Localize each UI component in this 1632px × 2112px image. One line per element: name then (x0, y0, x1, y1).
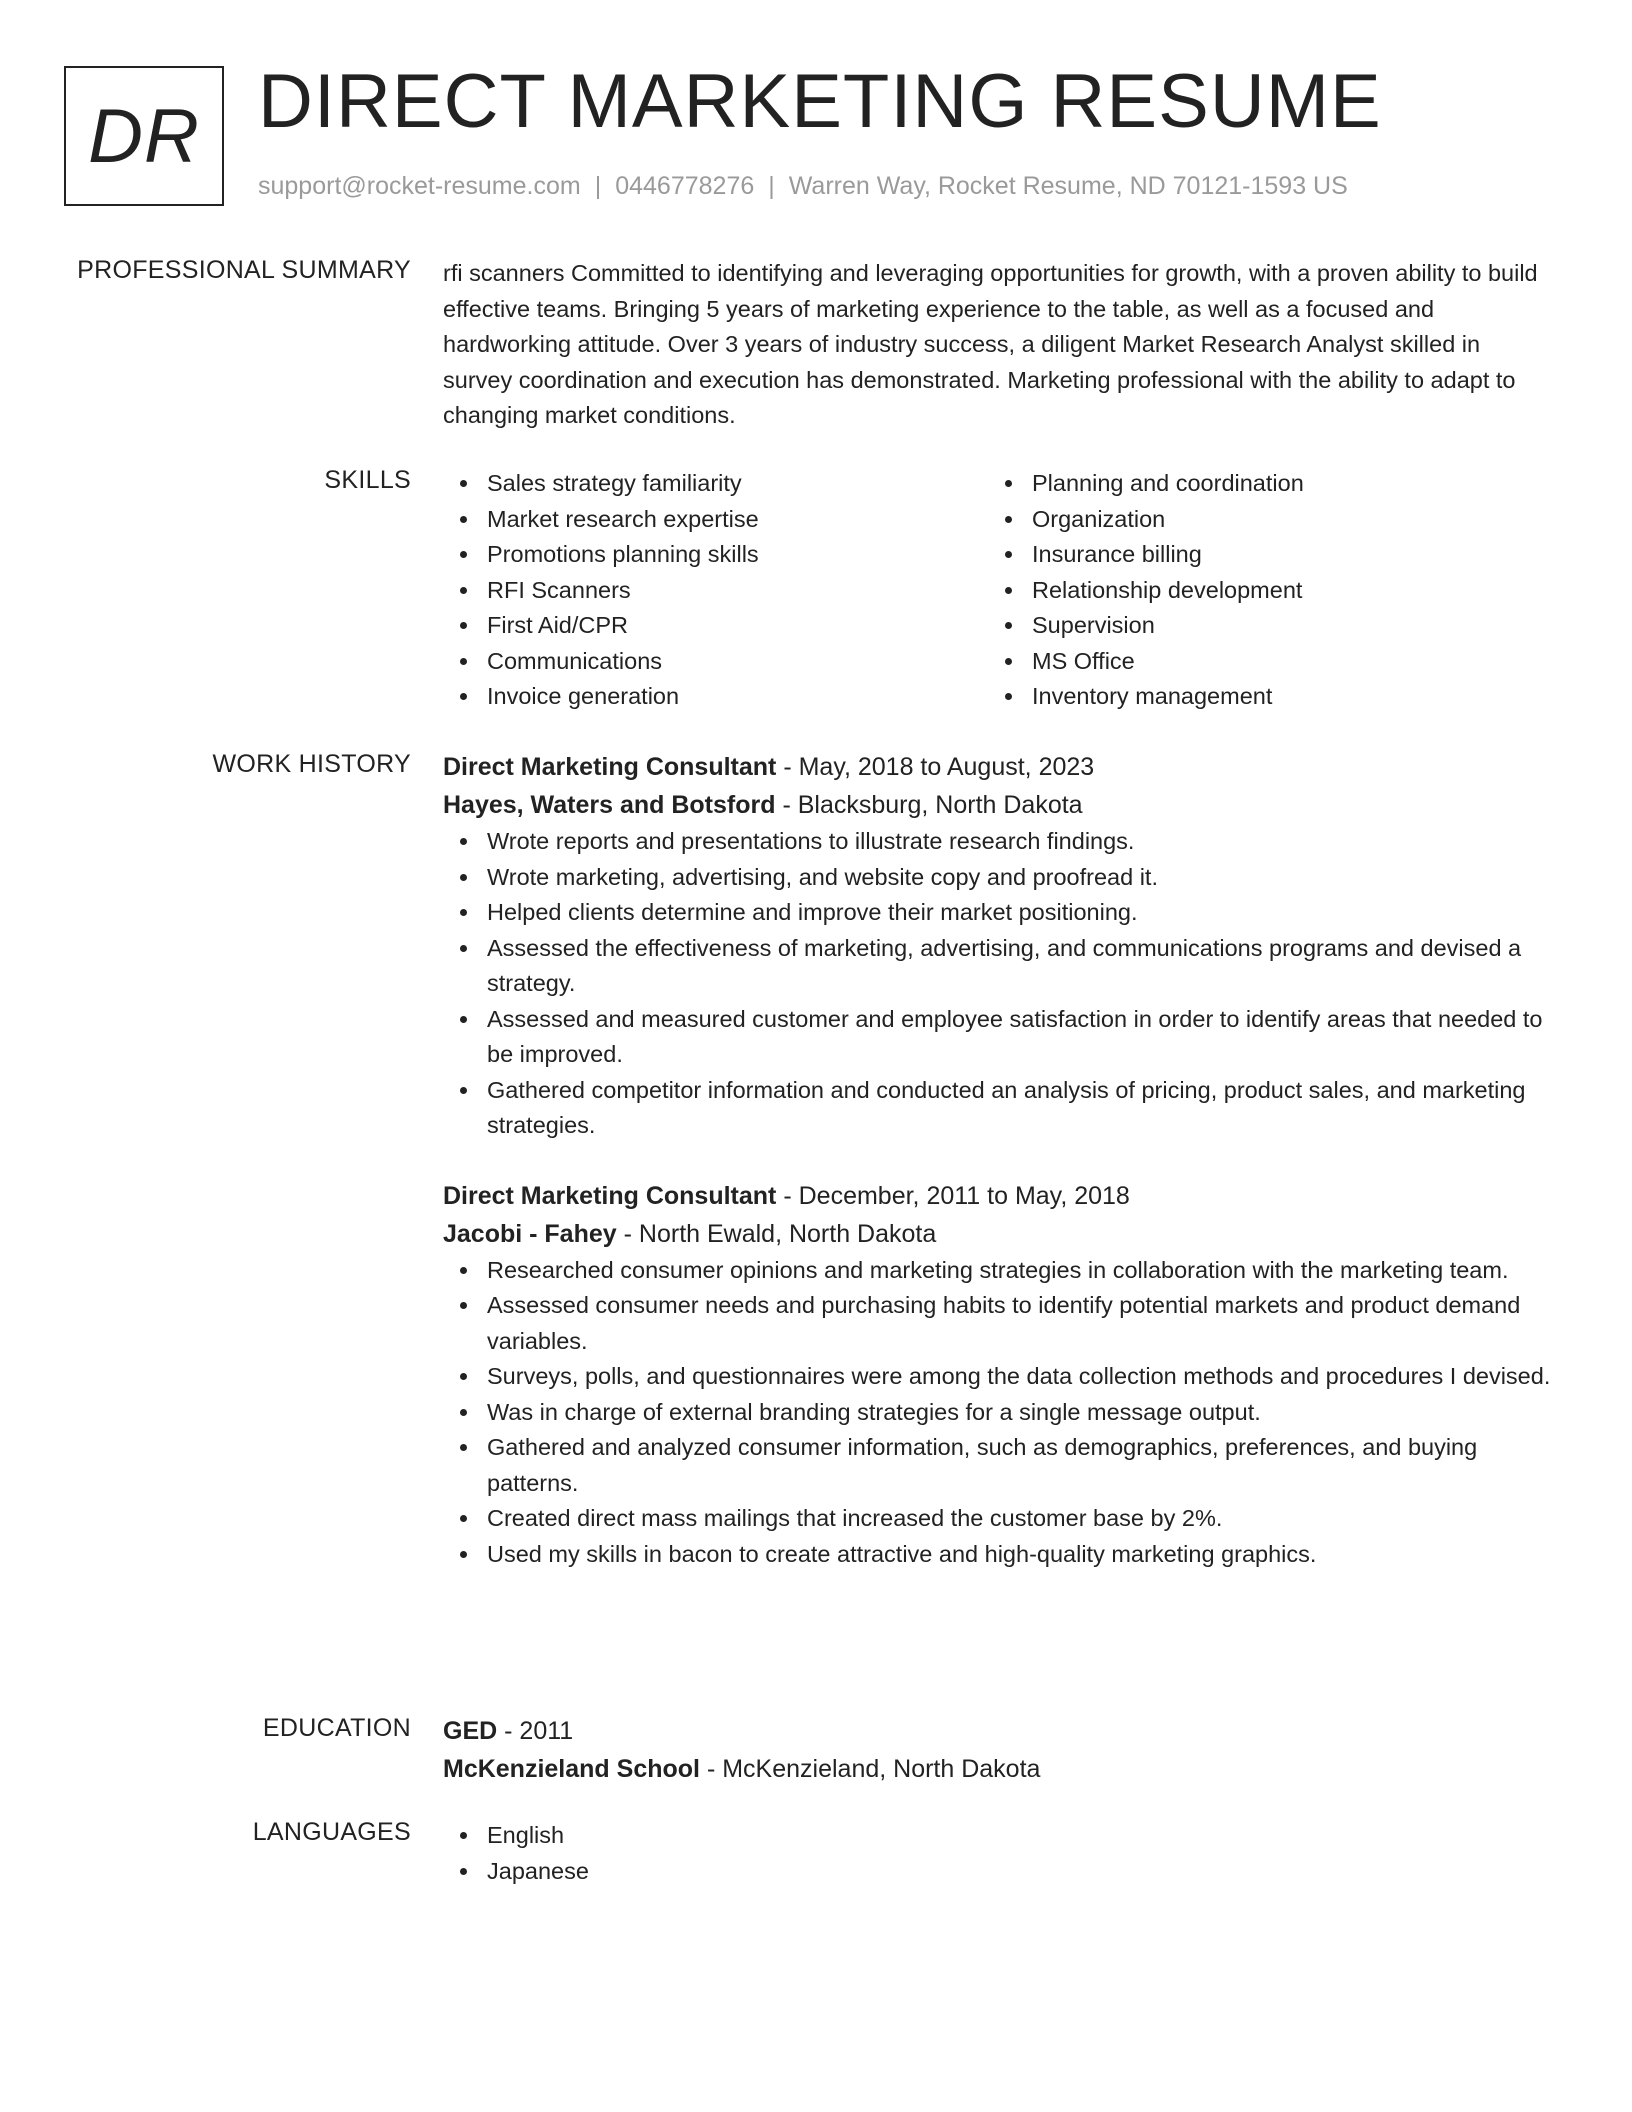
job-duties-list (443, 1253, 1555, 1573)
education-school: McKenzieland School (443, 1755, 700, 1783)
skills-body (443, 466, 1555, 715)
skills-column-right (988, 466, 1533, 715)
dash: - (706, 1755, 716, 1783)
job-company-line (443, 1215, 1555, 1253)
dash: - (623, 1219, 632, 1248)
education-school-line (443, 1750, 1555, 1788)
section-label-summary: PROFESSIONAL SUMMARY (77, 256, 411, 284)
skill-item: Communications (443, 644, 988, 680)
job-duty-item: Wrote marketing, advertising, and website copy and proofread it. (443, 860, 1555, 896)
contact-line (258, 172, 1348, 201)
dash: - (782, 791, 791, 819)
skill-item: Planning and coordination (988, 466, 1533, 502)
contact-separator: | (594, 172, 602, 200)
languages-list (443, 1818, 1555, 1889)
education-location: McKenzieland, North Dakota (722, 1755, 1041, 1783)
education-body (443, 1712, 1555, 1788)
skill-item: Supervision (988, 608, 1533, 644)
job-duty-item: Helped clients determine and improve their market positioning. (443, 895, 1555, 931)
skill-item: Relationship development (988, 573, 1533, 609)
job-duties-list (443, 824, 1555, 1144)
job-duty-item: Assessed and measured customer and employee satisfaction in order to identify areas that needed to be improved. (443, 1002, 1555, 1073)
monogram-badge: DR (64, 66, 224, 206)
dash: - (783, 753, 792, 781)
skill-item: First Aid/CPR (443, 608, 988, 644)
job-company: Hayes, Waters and Botsford (443, 791, 776, 819)
skill-item: Market research expertise (443, 502, 988, 538)
job-title: Direct Marketing Consultant (443, 1181, 777, 1210)
skill-item: Organization (988, 502, 1533, 538)
job-duty-item: Surveys, polls, and questionnaires were among the data collection methods and procedures I devised. (443, 1359, 1555, 1395)
skill-item: RFI Scanners (443, 573, 988, 609)
job-location: North Ewald, North Dakota (638, 1219, 937, 1248)
education-degree-line (443, 1712, 1555, 1750)
job-title-line (443, 748, 1555, 786)
job-duty-item: Used my skills in bacon to create attractive and high-quality marketing graphics. (443, 1537, 1555, 1573)
job-dates: December, 2011 to May, 2018 (798, 1181, 1130, 1210)
job-duty-item: Wrote reports and presentations to illustrate research findings. (443, 824, 1555, 860)
job-duty-item: Researched consumer opinions and marketing strategies in collaboration with the marketing team. (443, 1253, 1555, 1289)
job-entry (443, 1177, 1555, 1573)
education-year: 2011 (519, 1717, 574, 1745)
skill-item: Insurance billing (988, 537, 1533, 573)
section-label-work: WORK HISTORY (212, 750, 411, 778)
section-label-languages: LANGUAGES (252, 1818, 411, 1846)
summary-body (443, 256, 1555, 434)
skill-item: Promotions planning skills (443, 537, 988, 573)
job-title: Direct Marketing Consultant (443, 753, 777, 781)
skill-item: MS Office (988, 644, 1533, 680)
job-duty-item: Assessed the effectiveness of marketing, advertising, and communications programs and devised a strategy. (443, 931, 1555, 1002)
job-duty-item: Created direct mass mailings that increased the customer base by 2%. (443, 1501, 1555, 1537)
skills-grid (443, 466, 1555, 715)
language-item: Japanese (443, 1854, 1555, 1890)
skill-item: Sales strategy familiarity (443, 466, 988, 502)
skill-item: Inventory management (988, 679, 1533, 715)
dash: - (504, 1717, 513, 1745)
contact-address: Warren Way, Rocket Resume, ND 70121-1593 US (788, 172, 1348, 200)
section-label-skills: SKILLS (324, 466, 411, 494)
contact-phone[interactable]: 0446778276 (615, 172, 755, 200)
languages-body (443, 1818, 1555, 1889)
work-body (443, 748, 1555, 1572)
summary-text: rfi scanners Committed to identifying and leveraging opportunities for growth, with a proven ability to build effective teams. Bringing 5 years of marketing experience to the table, as well as a focused and hardworking attitude. Over 3 years of industry success, a diligent Market Research Analyst skilled in survey coordination and execution has demonstrated. Marketing professional with the ability to adapt to changing market conditions. (443, 260, 1538, 428)
skill-item: Invoice generation (443, 679, 988, 715)
skills-column-left (443, 466, 988, 715)
job-company: Jacobi - Fahey (443, 1219, 617, 1248)
job-dates: May, 2018 to August, 2023 (798, 753, 1095, 781)
job-location: Blacksburg, North Dakota (797, 791, 1083, 819)
resume-title: DIRECT MARKETING RESUME (258, 59, 1382, 144)
job-duty-item: Gathered and analyzed consumer information, such as demographics, preferences, and buying patterns. (443, 1430, 1555, 1501)
contact-email[interactable]: support@rocket-resume.com (258, 172, 581, 200)
job-duty-item: Was in charge of external branding strategies for a single message output. (443, 1395, 1555, 1431)
job-duty-item: Gathered competitor information and conducted an analysis of pricing, product sales, and marketing strategies. (443, 1073, 1555, 1144)
contact-separator: | (768, 172, 775, 200)
education-degree: GED (443, 1717, 498, 1745)
job-title-line (443, 1177, 1555, 1215)
language-item: English (443, 1818, 1555, 1854)
section-label-education: EDUCATION (262, 1714, 411, 1742)
job-duty-item: Assessed consumer needs and purchasing habits to identify potential markets and product demand variables. (443, 1288, 1555, 1359)
job-company-line (443, 786, 1555, 824)
job-entry (443, 748, 1555, 1144)
dash: - (783, 1181, 792, 1210)
